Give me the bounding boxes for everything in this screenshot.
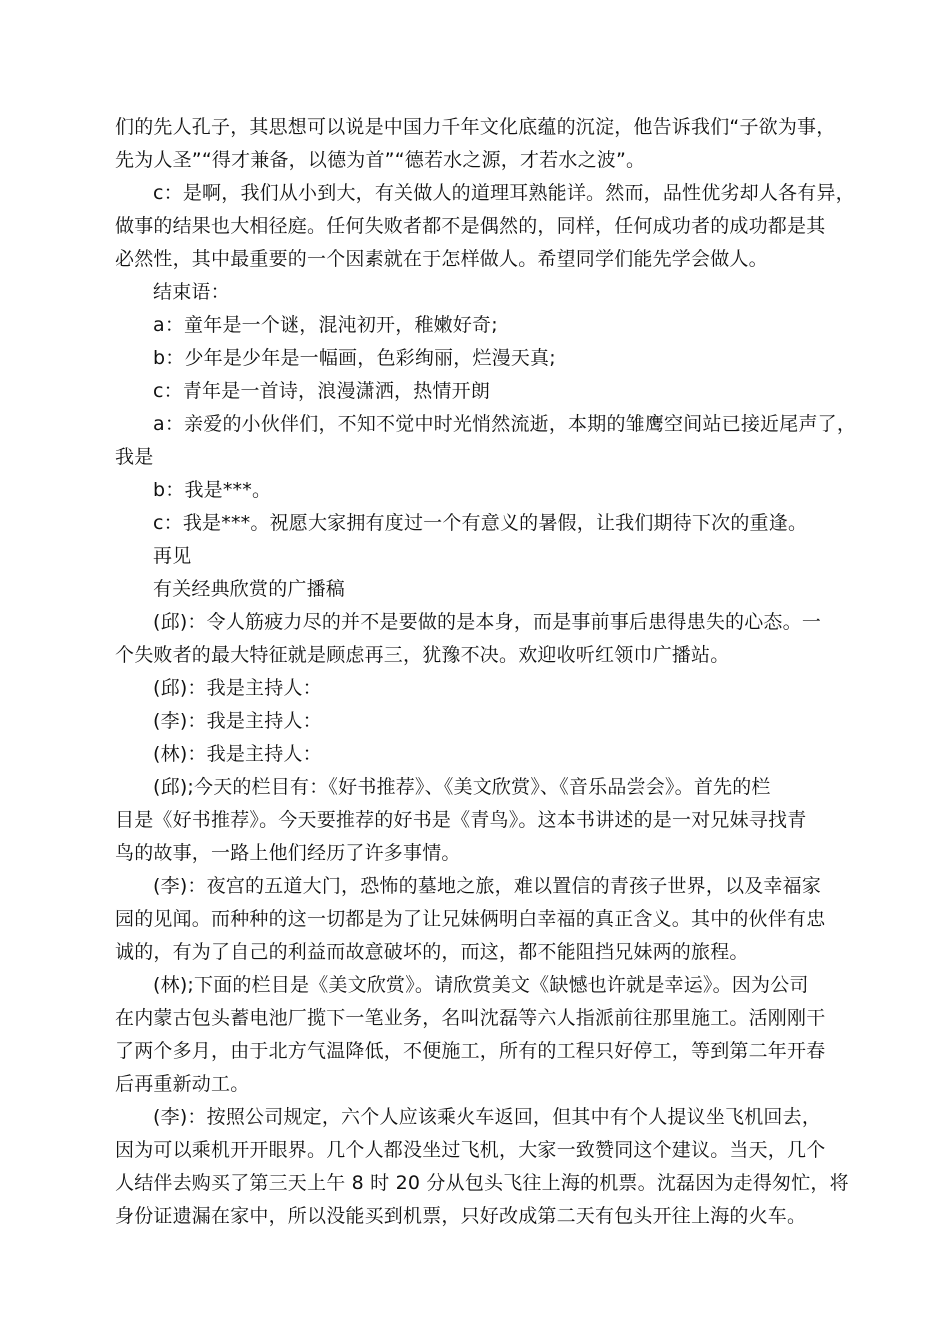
paragraph-first-line: 结束语： (153, 281, 230, 303)
paragraph-line: 必然性，其中最重要的一个因素就在于怎样做人。希望同学们能先学会做人。 (115, 248, 768, 270)
paragraph-first-line: b：少年是少年是一幅画，色彩绚丽，烂漫天真; (153, 347, 556, 369)
paragraph-line: 目是《好书推荐》。今天要推荐的好书是《青鸟》。这本书讲述的是一对兄妹寻找青 (115, 809, 807, 831)
document-body (115, 111, 857, 1233)
paragraph-first-line: 再见 (153, 545, 192, 567)
paragraph-line: 后再重新动工。 (115, 1073, 250, 1095)
paragraph-line: 鸟的故事，一路上他们经历了许多事情。 (115, 842, 461, 864)
paragraph-line: 了两个多月，由于北方气温降低，不便施工，所有的工程只好停工，等到第二年开春 (115, 1040, 826, 1062)
paragraph-first-line: (林)：我是主持人： (153, 743, 322, 765)
paragraph-line: 个失败者的最大特征就是顾虑再三，犹豫不决。欢迎收听红领巾广播站。 (115, 644, 730, 666)
paragraph-first-line: (邱);今天的栏目有：《好书推荐》、《美文欣赏》、《音乐品尝会》。首先的栏 (153, 776, 771, 798)
paragraph-first-line: c：是啊，我们从小到大，有关做人的道理耳熟能详。然而，品性优劣却人各有异， (153, 182, 855, 204)
paragraph-line: 人结伴去购买了第三天上午 8 时 20 分从包头飞往上海的机票。沈磊因为走得匆忙，将 (115, 1172, 849, 1194)
paragraph-first-line: (李)：按照公司规定，六个人应该乘火车返回，但其中有个人提议坐飞机回去， (153, 1106, 822, 1128)
paragraph-line: 我是 (115, 446, 154, 468)
paragraph-first-line: (李)：我是主持人： (153, 710, 322, 732)
paragraph-first-line: a：亲爱的小伙伴们，不知不觉中时光悄然流逝，本期的雏鹰空间站已接近尾声了， (153, 413, 857, 435)
paragraph-line: 在内蒙古包头蓄电池厂揽下一笔业务，名叫沈磊等六人指派前往那里施工。活刚刚干 (115, 1007, 826, 1029)
paragraph-line: 因为可以乘机开开眼界。几个人都没坐过飞机，大家一致赞同这个建议。当天，几个 (115, 1139, 826, 1161)
paragraph-first-line: (林);下面的栏目是《美文欣赏》。请欣赏美文《缺憾也许就是幸运》。因为公司 (153, 974, 809, 996)
paragraph-first-line: (邱)：我是主持人： (153, 677, 322, 699)
paragraph-first-line: c：青年是一首诗，浪漫潇洒，热情开朗 (153, 380, 491, 402)
paragraph-line: 诚的，有为了自己的利益而故意破坏的，而这，都不能阻挡兄妹两的旅程。 (115, 941, 749, 963)
paragraph-line: 们的先人孔子，其思想可以说是中国力千年文化底蕴的沉淀，他告诉我们“子欲为事， (115, 116, 836, 138)
paragraph-line: 先为人圣”“得才兼备，以德为首”“德若水之源，才若水之波”。 (115, 149, 646, 171)
paragraph-first-line: b：我是***。 (153, 479, 272, 501)
paragraph-first-line: 有关经典欣赏的广播稿 (153, 578, 346, 600)
paragraph-first-line: (邱)：令人筋疲力尽的并不是要做的是本身，而是事前事后患得患失的心态。一 (153, 611, 822, 633)
paragraph-line: 园的见闻。而种种的这一切都是为了让兄妹俩明白幸福的真正含义。其中的伙伴有忠 (115, 908, 826, 930)
paragraph-first-line: a：童年是一个谜，混沌初开，稚嫩好奇; (153, 314, 498, 336)
paragraph-line: 做事的结果也大相径庭。任何失败者都不是偶然的，同样，任何成功者的成功都是其 (115, 215, 826, 237)
paragraph-line: 身份证遗漏在家中，所以没能买到机票，只好改成第二天有包头开往上海的火车。 (115, 1205, 807, 1227)
paragraph-first-line: (李)：夜宫的五道大门，恐怖的墓地之旅，难以置信的青孩子世界，以及幸福家 (153, 875, 822, 897)
paragraph-first-line: c：我是***。祝愿大家拥有度过一个有意义的暑假，让我们期待下次的重逢。 (153, 512, 808, 534)
